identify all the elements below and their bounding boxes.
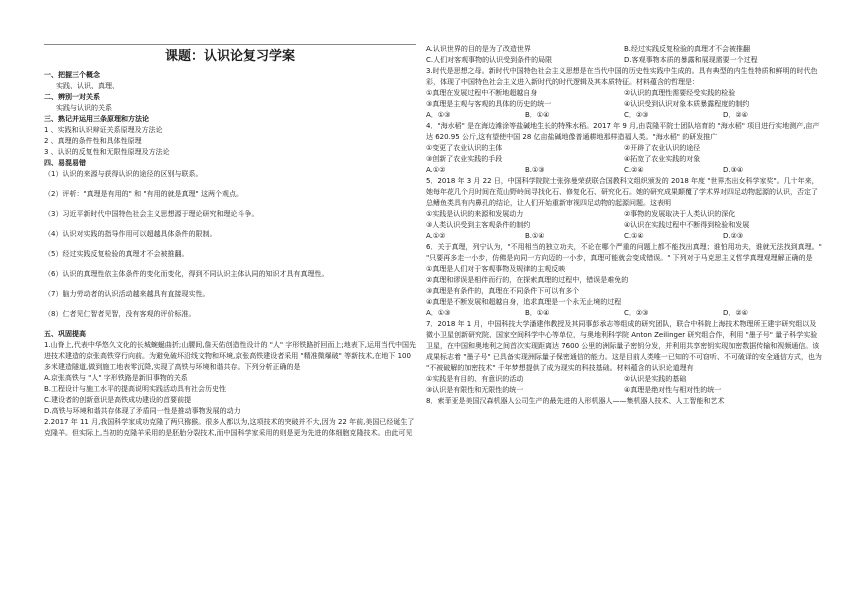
- list-item: （7）脑力劳动者的认识活动越来越具有直接现实性。: [44, 290, 210, 298]
- section-heading: 五、巩固提高: [44, 330, 86, 338]
- answer-option: C.人们对客观事物的认识受到条件的局限: [426, 56, 553, 64]
- answer-option: D．②④: [723, 111, 748, 119]
- answer-option: C．②③: [624, 309, 649, 317]
- answer-option: D．②④: [723, 309, 748, 317]
- item-row: [426, 209, 822, 220]
- answer-option: A．①③: [426, 111, 451, 119]
- item-row: [426, 143, 822, 154]
- answer-option: D.③④: [723, 166, 744, 174]
- answer-option: A.认识世界的目的是为了改造世界: [426, 45, 531, 53]
- statement-item: ③创新了农业实践的手段: [426, 155, 503, 163]
- answer-option: B.①③: [525, 166, 545, 174]
- question-stem: 4．"海水稻" 是在海边滩涂等盐碱地生长的特殊水稻。2017 年 9 月,由袁隆平院士团队培育的 "海水稻" 项目进行实地测产,亩产达 620.95 公斤,这有望使中国 28 亿亩盐碱地像普通耕地那样造福人类。"海水稻" 的研发推广: [426, 122, 820, 141]
- answer-option: D.高铁与环境和谐共存体现了矛盾同一性是推动事物发展的动力: [44, 407, 241, 415]
- answer-option: B.工程设计与施工水平的提高说明实践活动具有社会历史性: [44, 385, 227, 393]
- section-text: 实践、认识、真理、: [56, 82, 119, 90]
- statement-item: ②认识是实践的基础: [624, 375, 687, 383]
- list-item: （4）认识对实践的指导作用可以超越具体条件的限制。: [44, 230, 217, 238]
- answer-option: D.②③: [723, 232, 744, 240]
- statement-item: ④认识在实践过程中不断得到检验和发展: [624, 221, 750, 229]
- statement-item: ①实践是有目的、有意识的活动: [426, 375, 524, 383]
- statement-item: ④认识受到认识对象本质暴露程度的制约: [624, 100, 750, 108]
- section-heading: 一、把握三个概念: [44, 71, 100, 79]
- statement-item: ④真理是绝对性与相对性的统一: [624, 386, 722, 394]
- list-item: （2）评析："真理是有用的" 和 "有用的就是真理" 这两个观点。: [44, 190, 244, 198]
- list-item: （6）认识的真理性依主体条件的变化而变化，得到不同认识主体认同的知识才具有真理性。: [44, 270, 329, 278]
- answer-option: B.①④: [525, 232, 545, 240]
- answer-option: A.①②: [426, 232, 446, 240]
- list-item: （5）经过实践反复检验的真理才不会被推翻。: [44, 250, 189, 258]
- answer-option: A.京张高铁与 "人" 字形铁路是新旧事物的关系: [44, 374, 188, 382]
- answer-option: C．②③: [624, 111, 649, 119]
- section-heading: 二、辨别一对关系: [44, 93, 100, 101]
- option-row: [426, 165, 822, 176]
- statement-item: ④真理是不断发展和超越自身，追求真理是一个永无止境的过程: [426, 298, 622, 306]
- item-row: [426, 154, 822, 165]
- question-stem: 1.山脊上,代表中华悠久文化的长城蜿蜒曲折;山腰间,詹天佑创造性设计的 "人" 字形铁路折回而上;地表下,运用当代中国先进技术建造的京张高铁穿行向前。为避免破坏沿线文物和环境,京张高铁建设者采用 "精准微爆破" 等新技术,在地下 100 多米建造隧道,做到施工地表零沉降,实现了高铁与环境和谐共存。下列分析正确的是: [44, 341, 416, 371]
- statement-item: ①真理在发展过程中不断地超越自身: [426, 89, 538, 97]
- question-stem: 2.2017 年 11 月,我国科学家成功克隆了两只猕猴。很多人都以为,这项技术的突破并不大,因为 22 年前,美国已经诞生了克隆羊。但实际上,当初的克隆羊采用的是胚胎分裂技术,而中国科学家采用的则是更为先进的体细胞克隆技术。由此可见: [44, 418, 415, 437]
- question-stem: 7．2018 年 1 月，中国科技大学潘建伟教授及其同事彭承志等组成的研究团队，联合中科院上海技术物理所王建宇研究组以及微小卫星创新研究院、国家空间科学中心等单位，与奥地利科学院 Anton Zeilinger 研究组合作，利用 "墨子号" 量子科学实验卫星，在中国和奥地利之间首次实现距离达 7600 公里的洲际量子密钥分发，并利用共享密钥实现加密数据传输和视频通信。该成果标志着 "墨子号" 已具备实现洲际量子保密通信的能力。这是目前人类唯一已知的不可窃听、不可破译的安全通信方式，也为 "不被破解的加密技术" 千年梦想提供了成为现实的科技基础。材料蕴含的认识论道理有: [426, 320, 822, 372]
- option-row: [426, 44, 822, 55]
- answer-option: B.经过实践反复检验的真理才不会被推翻: [624, 45, 751, 53]
- option-row: [426, 110, 822, 121]
- statement-item: ①实践是认识的来源和发展动力: [426, 210, 524, 218]
- answer-option: B．①④: [525, 309, 550, 317]
- list-item: 2 、真理的条件性和具体性原理: [44, 137, 142, 145]
- left-column: [44, 44, 416, 603]
- question-stem: 6．关于真理，列宁认为，"不用相当的独立功夫，不论在哪个严重的问题上都不能找出真理；谁怕用功夫，谁就无法找到真理。" "只要再多走一小步，仿佛是向同一方向迈的一小步，真理可能就会变成错误。" 下列对于马克思主义哲学真理观理解正确的是: [426, 243, 822, 262]
- list-item: 1 、实践和认识辩证关系原理及方法论: [44, 126, 163, 134]
- item-row: [426, 374, 822, 385]
- item-row: [426, 220, 822, 231]
- answer-option: C.②④: [624, 166, 644, 174]
- statement-item: ②认识的真理性需要经受实践的检验: [624, 89, 736, 97]
- item-row: [426, 99, 822, 110]
- list-item: （8）仁者见仁智者见智，没有客观的评价标准。: [44, 310, 196, 318]
- item-row: [426, 385, 822, 396]
- option-row: [426, 308, 822, 319]
- statement-item: ③认识是有限性和无限性的统一: [426, 386, 524, 394]
- list-item: （3）习近平新时代中国特色社会主义思想源于理论研究和理论斗争。: [44, 210, 259, 218]
- question-stem: 8．索菲亚是美国汉森机器人公司生产的最先进的人形机器人——集机器人技术、人工智能和艺术: [426, 397, 725, 405]
- answer-option: B．①④: [525, 111, 550, 119]
- right-column: [426, 44, 822, 603]
- statement-item: ①真理是人们对于客观事物及规律的主观反映: [426, 265, 566, 273]
- statement-item: ②真理和谬误是相伴而行的，在探索真理的过程中，错误是难免的: [426, 276, 629, 284]
- statement-item: ④拓宽了农业实践的对象: [624, 155, 701, 163]
- option-row: [426, 231, 822, 242]
- list-item: 3 、认识的反复性和无限性原理及方法论: [44, 148, 170, 156]
- statement-item: ①变更了农业认识的主体: [426, 144, 503, 152]
- section-heading: 三、熟记并运用三条原理和方法论: [44, 115, 149, 123]
- section-text: 实践与认识的关系: [56, 104, 112, 112]
- page-title: 课题：认识论复习学案: [164, 49, 295, 64]
- list-item: （1）认识的来源与获得认识的途径的区别与联系。: [44, 170, 203, 178]
- statement-item: ②开辟了农业认识的途径: [624, 144, 701, 152]
- answer-option: A．①③: [426, 309, 451, 317]
- section-heading: 四、易混易错: [44, 159, 86, 167]
- item-row: [426, 88, 822, 99]
- answer-option: A.①②: [426, 166, 446, 174]
- answer-option: C.建设者的创新意识是高铁成功建设的首要前提: [44, 396, 192, 404]
- statement-item: ②事物的发展取决于人类认识的深化: [624, 210, 736, 218]
- question-stem: 3.时代是思想之母。新时代中国特色社会主义思想是在当代中国的历史性实践中生成的。具有典型的内生性特质和鲜明的时代色彩，体现了中国特色社会主义进入新时代的时代逻辑及其本质特征。材料蕴含的哲理是：: [426, 67, 818, 86]
- statement-item: ③真理是主观与客观的具体的历史的统一: [426, 100, 552, 108]
- statement-item: ③人类认识受到主客观条件的制约: [426, 221, 531, 229]
- answer-option: C.①④: [624, 232, 644, 240]
- option-row: [426, 55, 822, 66]
- question-stem: 5．2018 年 3 月 22 日，中国科学院院士张弥曼荣获联合国教科文组织颁发的 2018 年度 "世界杰出女科学家奖"。几十年来，她每年花几个月时间在荒山野岭间寻找化石、修复化石、研究化石。她的研究成果颠覆了学术界对四足动物起源的认识，否定了总鳍鱼类具有内鼻孔的结论，让人们开始重新审视四足动物的起源问题。这表明: [426, 177, 819, 207]
- statement-item: ③真理是有条件的，真理在不同条件下可以有多个: [426, 287, 580, 295]
- answer-option: D.客观事物本质的暴露和展现需要一个过程: [624, 56, 758, 64]
